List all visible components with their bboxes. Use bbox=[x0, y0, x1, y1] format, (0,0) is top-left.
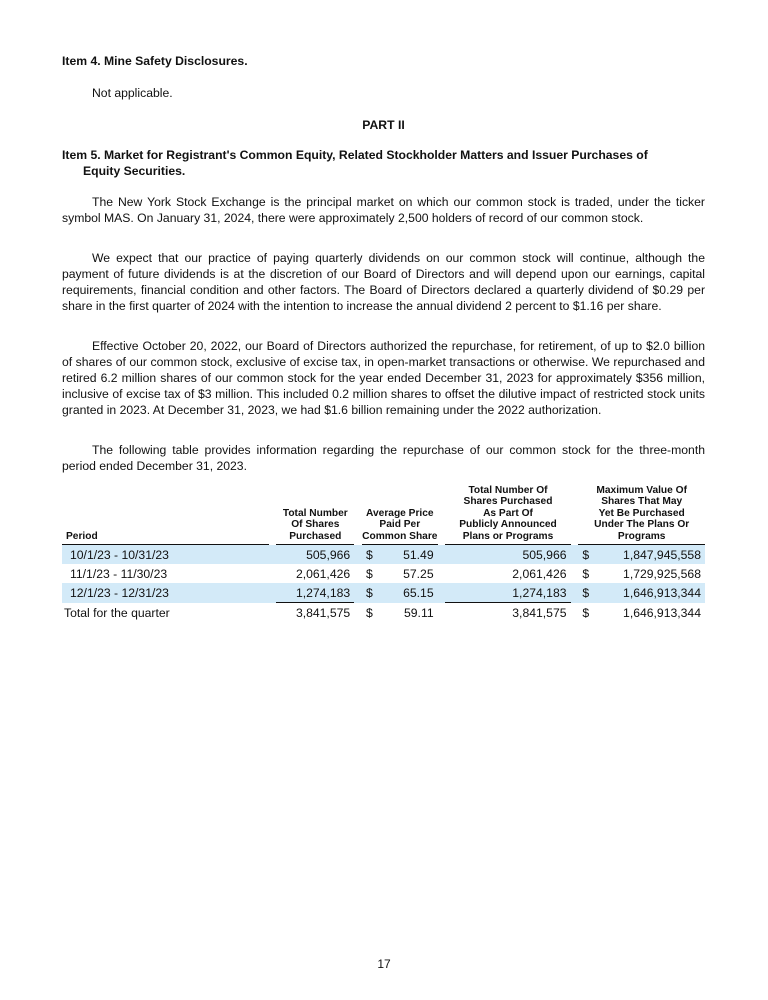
item5-heading-line2: Equity Securities. bbox=[83, 164, 186, 178]
paragraph-dividends bbox=[62, 250, 705, 314]
table-row bbox=[62, 564, 705, 583]
item4-body: Not applicable. bbox=[92, 86, 173, 100]
cell-total-shares: 505,966 bbox=[276, 545, 354, 564]
cell-average-price: 59.11 bbox=[404, 605, 434, 620]
cell-currency: $ bbox=[582, 566, 590, 581]
table-header-row bbox=[62, 485, 705, 545]
cell-average-price: 65.15 bbox=[380, 583, 438, 603]
header-period: Period bbox=[62, 485, 269, 545]
cell-period: Total for the quarter bbox=[64, 605, 170, 620]
table-row bbox=[62, 545, 705, 564]
cell-max-value: 1,646,913,344 bbox=[596, 583, 705, 603]
cell-period: 11/1/23 - 11/30/23 bbox=[70, 566, 168, 581]
cell-total-shares: 1,274,183 bbox=[276, 583, 354, 603]
cell-currency: $ bbox=[366, 566, 373, 581]
cell-currency: $ bbox=[582, 605, 590, 620]
paragraph-text: The New York Stock Exchange is the principal market on which our common stock is traded, under the ticker symbol MAS. On January 31, 2024, there were approximately 2,500 holders of record of our common stock. bbox=[62, 195, 705, 225]
paragraph-table-intro bbox=[62, 442, 705, 474]
cell-currency: $ bbox=[362, 583, 380, 603]
paragraph-text: Effective October 20, 2022, our Board of Directors authorized the repurchase, for retirement, of up to $2.0 billion of shares of our common stock, exclusive of excise tax, in open-market transactions or otherwise. We repurchased and retired 6.2 million shares of our common stock for the year ended December 31, 2023 for approximately $356 million, inclusive of excise tax of $3 million. This included 0.2 million shares to offset the dilutive impact of restricted stock units granted in 2023. At December 31, 2023, we had $1.6 billion remaining under the 2022 authorization. bbox=[62, 339, 705, 417]
table-total-row bbox=[62, 603, 705, 622]
cell-period: 10/1/23 - 10/31/23 bbox=[62, 545, 269, 564]
cell-plan-shares: 3,841,575 bbox=[512, 605, 567, 620]
cell-max-value: 1,847,945,558 bbox=[596, 545, 705, 564]
cell-total-shares: 3,841,575 bbox=[295, 605, 351, 620]
item5-heading bbox=[62, 147, 705, 179]
cell-plan-shares: 2,061,426 bbox=[512, 566, 567, 581]
paragraph-market bbox=[62, 194, 705, 226]
cell-period: 12/1/23 - 12/31/23 bbox=[62, 583, 269, 603]
paragraph-text: The following table provides information regarding the repurchase of our common stock for the three-month period ended December 31, 2023. bbox=[62, 443, 705, 473]
cell-max-value: 1,729,925,568 bbox=[623, 566, 701, 581]
page-number: 17 bbox=[377, 957, 391, 971]
item4-heading: Item 4. Mine Safety Disclosures. bbox=[62, 54, 248, 68]
cell-average-price: 57.25 bbox=[403, 566, 434, 581]
cell-total-shares: 2,061,426 bbox=[295, 566, 351, 581]
item5-heading-line1: Item 5. Market for Registrant's Common Equity, Related Stockholder Matters and Issuer Purchases of bbox=[62, 148, 648, 162]
cell-currency: $ bbox=[366, 605, 373, 620]
cell-plan-shares: 1,274,183 bbox=[445, 583, 570, 603]
cell-currency: $ bbox=[362, 545, 380, 564]
cell-average-price: 51.49 bbox=[380, 545, 438, 564]
part-heading: PART II bbox=[362, 118, 405, 132]
header-plan-shares: Total Number Of Shares Purchased As Part Of Publicly Announced Plans or Programs bbox=[445, 485, 570, 545]
paragraph-text: We expect that our practice of paying quarterly dividends on our common stock will continue, although the payment of future dividends is at the discretion of our Board of Directors and will depend upon our earnings, capital requirements, financial condition and other factors. The Board of Directors declared a quarterly dividend of $0.29 per share in the first quarter of 2024 with the intention to increase the annual dividend 2 percent to $1.16 per share. bbox=[62, 251, 705, 313]
header-total-shares: Total Number Of Shares Purchased bbox=[276, 485, 354, 545]
paragraph-repurchase bbox=[62, 338, 705, 418]
header-max-value: Maximum Value Of Shares That May Yet Be Purchased Under The Plans Or Programs bbox=[578, 485, 705, 545]
cell-currency: $ bbox=[578, 583, 596, 603]
repurchase-table bbox=[62, 485, 705, 622]
header-average-price: Average Price Paid Per Common Share bbox=[362, 485, 438, 545]
cell-currency: $ bbox=[578, 545, 596, 564]
table-row bbox=[62, 583, 705, 603]
cell-max-value: 1,646,913,344 bbox=[623, 605, 701, 620]
cell-plan-shares: 505,966 bbox=[445, 545, 570, 564]
